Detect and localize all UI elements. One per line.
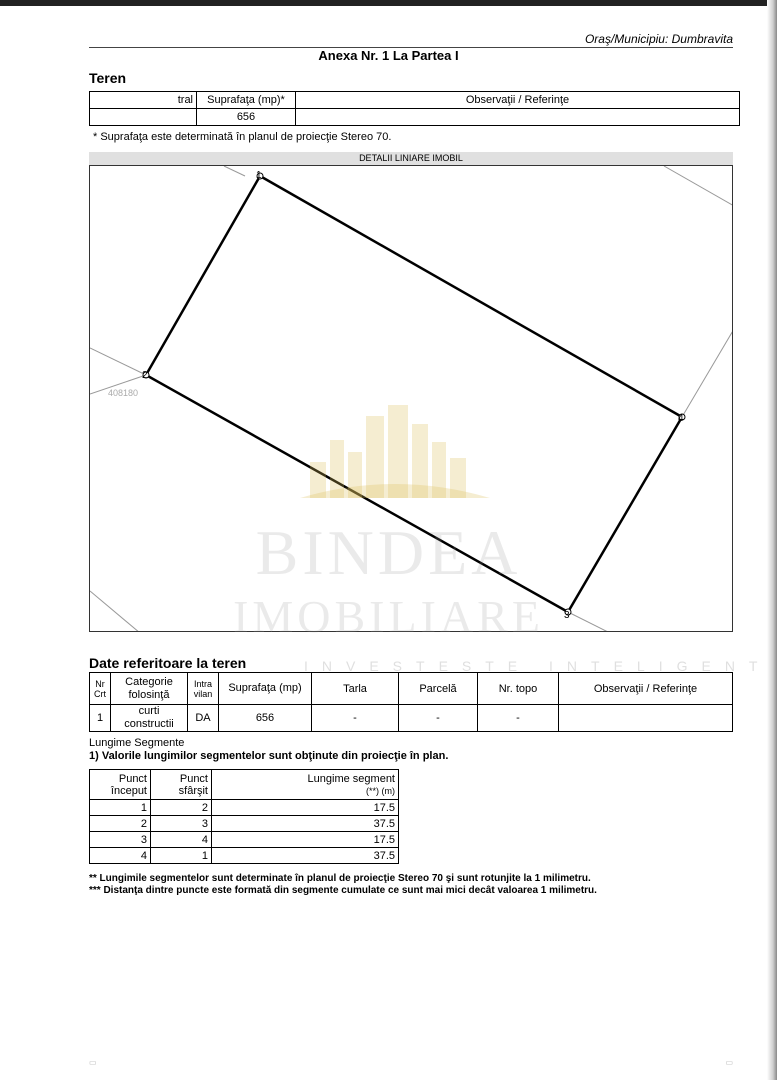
vertex-label-4: 4 (678, 413, 684, 424)
cell-observatii (559, 705, 733, 732)
neighbor-boundary (224, 166, 245, 176)
teren-cell-surface: 656 (197, 109, 296, 126)
segment-start: 1 (90, 800, 151, 816)
page-title: Anexa Nr. 1 La Partea I (318, 48, 459, 63)
teren-cell-cadastral (90, 109, 197, 126)
segment-row (90, 848, 399, 864)
col-nr-crt: Nr Crt (90, 673, 111, 705)
teren-col-surface: Suprafaţa (mp)* (197, 92, 296, 109)
segment-end: 1 (151, 848, 212, 864)
segment-row (90, 816, 399, 832)
cell-nr-topo: - (478, 705, 559, 732)
vertex-label-3: 3 (564, 610, 570, 621)
segment-start: 2 (90, 816, 151, 832)
watermark-brand: BINDEA (255, 517, 522, 588)
col-suprafata: Suprafaţa (mp) (219, 673, 312, 705)
segments-heading: Lungime Segmente (89, 737, 185, 749)
col-parcela: Parcelă (399, 673, 478, 705)
cell-intravilan: DA (188, 705, 219, 732)
watermark-subbrand: IMOBILIARE (233, 591, 544, 642)
vertex-label-2: 2 (142, 370, 148, 381)
watermark-logo (300, 400, 490, 500)
col-lungime-label: Lungime segment (307, 772, 395, 785)
cell-suprafata: 656 (219, 705, 312, 732)
segments-footnote-2: *** Distanţa dintre puncte este formată din segmente cumulate ce sunt mai mici decât valoarea 1 milimetru. (89, 885, 597, 896)
col-punct-inceput: Punct început (90, 770, 151, 800)
segment-row (90, 800, 399, 816)
col-tarla: Tarla (312, 673, 399, 705)
segment-end: 4 (151, 832, 212, 848)
page-footer-left: ▭ (89, 1058, 97, 1067)
cell-nr-crt: 1 (90, 705, 111, 732)
segments-footnote-1: ** Lungimile segmentelor sunt determinate în planul de proiecţie Stereo 70 şi sunt rotunjite la 1 milimetru. (89, 873, 591, 884)
segment-end: 3 (151, 816, 212, 832)
col-intravilan: Intra vilan (188, 673, 219, 705)
col-observatii: Observaţii / Referinţe (559, 673, 733, 705)
watermark-tagline: INVESTESTE INTELIGENT (304, 658, 772, 674)
col-nr-topo: Nr. topo (478, 673, 559, 705)
segment-start: 4 (90, 848, 151, 864)
neighbor-boundary (90, 348, 146, 375)
segment-length: 17.5 (212, 832, 399, 848)
segment-row (90, 832, 399, 848)
segment-end: 2 (151, 800, 212, 816)
plan-band-title: DETALII LINIARE IMOBIL (89, 152, 733, 165)
segment-start: 3 (90, 832, 151, 848)
neighbor-parcel-label: 408180 (108, 388, 139, 398)
neighbor-boundary (664, 166, 733, 206)
segments-subheading: 1) Valorile lungimilor segmentelor sunt obţinute din proiecţie în plan. (89, 750, 449, 762)
col-lungime (212, 770, 399, 800)
teren-col-cadastral: tral (90, 92, 197, 109)
teren-col-observations: Observaţii / Referinţe (296, 92, 740, 109)
cell-categorie: curti constructii (111, 705, 188, 732)
segment-length: 37.5 (212, 816, 399, 832)
page-footer-right: ▭ (725, 1058, 733, 1067)
teren-footnote: * Suprafaţa este determinată în planul de proiecţie Stereo 70. (93, 131, 392, 143)
teren-cell-observations (296, 109, 740, 126)
neighbor-boundary (682, 329, 733, 417)
date-teren-heading: Date referitoare la teren (89, 655, 247, 671)
segment-length: 37.5 (212, 848, 399, 864)
col-punct-sfarsit: Punct sfârşit (151, 770, 212, 800)
cell-tarla: - (312, 705, 399, 732)
vertex-label-1: 1 (256, 170, 262, 181)
segment-length: 17.5 (212, 800, 399, 816)
cell-parcela: - (399, 705, 478, 732)
header-location: Oraş/Municipiu: Dumbravita (584, 32, 733, 46)
col-categorie: Categorie folosinţă (111, 673, 188, 705)
teren-heading: Teren (89, 70, 127, 86)
col-lungime-unit: (**) (m) (366, 785, 395, 796)
segments-table (89, 769, 399, 864)
date-teren-table (89, 672, 733, 732)
teren-table (89, 91, 740, 126)
